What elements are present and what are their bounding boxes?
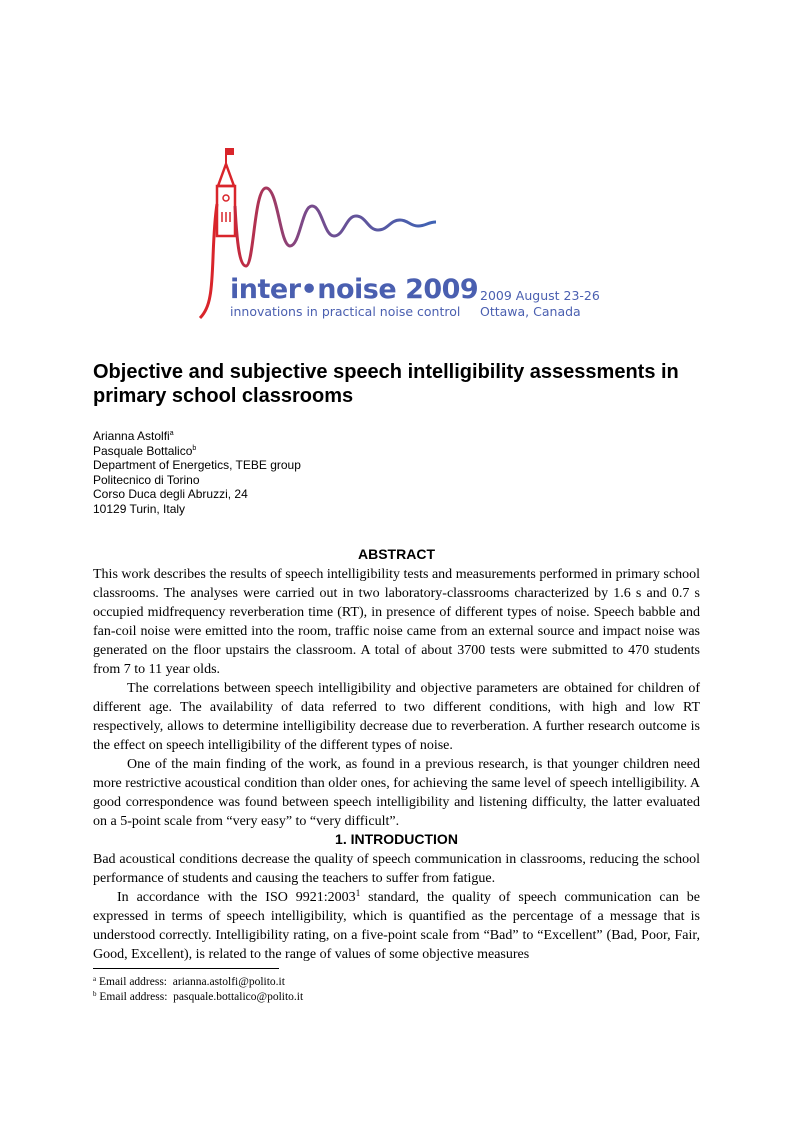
paragraph-text: In accordance with the ISO 9921:2003 [117,890,356,905]
abstract-paragraph: The correlations between speech intelligibility and objective parameters are obtained for children of different age. The availability of data referred to two different conditions, with high and low RT respectively, allows to determine intelligibility decrease due to reverberation. A further research outcome is the effect on speech intelligibility of the different types of noise. [93,681,700,753]
author-mark: a [169,430,174,437]
reference-mark: 1 [355,888,361,898]
abstract-heading: ABSTRACT [358,546,435,562]
footnote-b [93,990,303,1005]
conference-location: Ottawa, Canada [480,304,581,319]
affiliation-city: 10129 Turin, Italy [93,501,186,516]
author-1 [93,429,301,444]
author-2 [93,444,301,459]
conference-logo [196,146,616,326]
footnotes [93,975,303,1005]
author-name: Arianna Astolfi [93,429,170,443]
author-block [93,429,301,517]
paragraph-text: standard, the quality of speech communication can be expressed in terms of speech intelligibility, which is quantified as the percentage of a message that is understood correctly. Intelligibility rating, on a five-point scale from “Bad” to “Excellent” (Bad, Poor, Fair, Good, Excellent), is related to the range of values of some objective measures [93,890,700,962]
author-name: Pasquale Bottalico [93,443,193,458]
introduction-body [93,850,700,964]
logo-title: inter•noise 2009 [230,274,479,305]
footnote-mark: a [93,975,97,983]
abstract-paragraph: This work describes the results of speech intelligibility tests and measurements performed in primary school classrooms. The analyses were carried out in two laboratory-classrooms characterized by 1.6 s and 0.7 s occupied midfrequency reverberation time (RT), in presence of different types of noise. Speech babble and fan-coil noise were emitted into the room, traffic noise came from an external source and impact noise was generated on the floor upstairs the classroom. A total of about 3700 tests were submitted to 470 students from 7 to 11 year olds. [93,567,700,677]
affiliation-department: Department of Energetics, TEBE group [93,458,301,473]
footnote-label: Email address: [98,976,168,988]
abstract-paragraph: One of the main finding of the work, as found in a previous research, is that younger children need more restrictive acoustical condition than older ones, for achieving the same level of speech intelligibility. A good correspondence was found between speech intelligibility and listening difficulty, the latter evaluated on a 5-point scale from “very easy” to “very difficult”. [93,757,700,829]
introduction-paragraph: Bad acoustical conditions decrease the quality of speech communication in classrooms, reducing the school performance of students and causing the teachers to suffer from fatigue. [93,852,700,886]
abstract-body [93,565,700,831]
conference-date: 2009 August 23-26 [480,288,600,303]
email-address: pasquale.bottalico@polito.it [173,991,304,1003]
author-mark: b [192,444,197,452]
footnote-mark: b [93,990,97,998]
email-address: arianna.astolfi@polito.it [172,976,285,988]
footnote-a [93,975,303,990]
introduction-heading: 1. INTRODUCTION [335,831,458,847]
affiliation-institution: Politecnico di Torino [93,472,200,487]
logo-tagline: innovations in practical noise control [230,304,461,319]
affiliation-street: Corso Duca degli Abruzzi, 24 [93,487,248,502]
footnote-label: Email address: [99,991,168,1003]
introduction-paragraph [93,888,700,964]
footnote-divider [93,968,279,969]
paper-title: Objective and subjective speech intelligibility assessments in primary school classrooms [93,361,679,407]
